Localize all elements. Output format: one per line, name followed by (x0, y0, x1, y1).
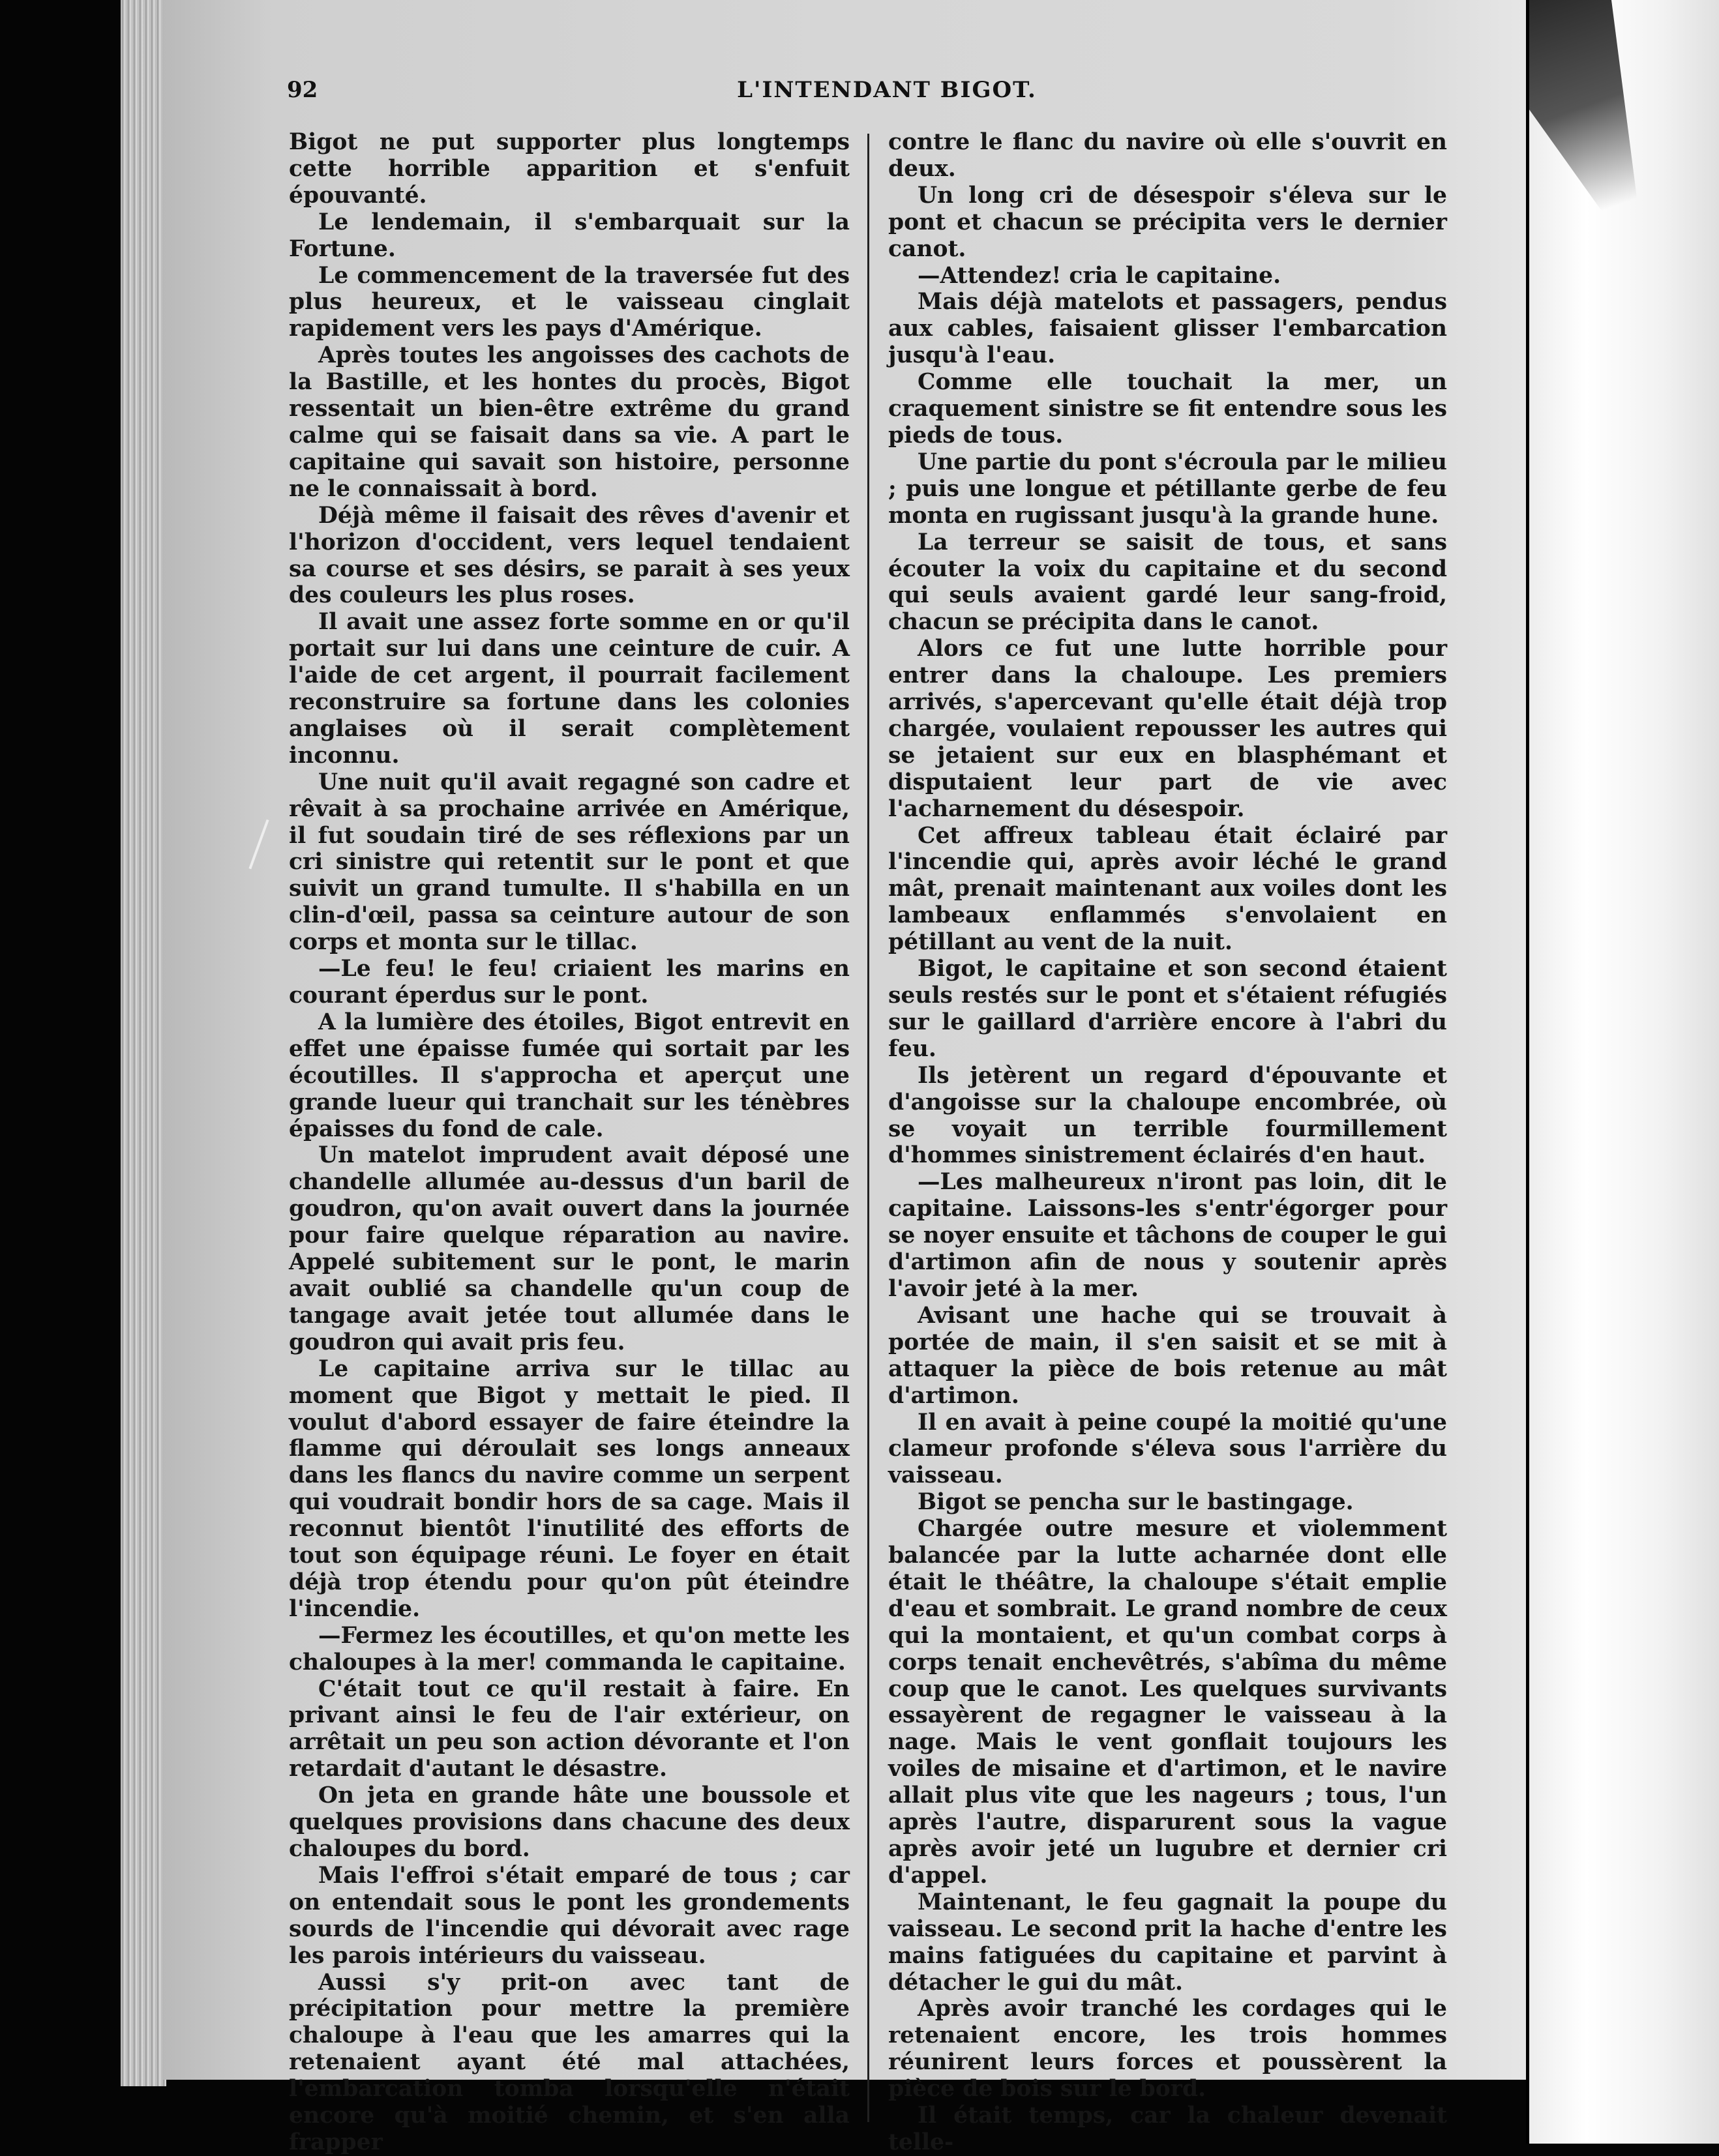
paragraph: Une nuit qu'il avait regagné son cadre et rêvait à sa prochaine arrivée en Amérique, il fut soudain tiré de ses réflexions par un cri sinistre qui retentit sur le pont et que suivit un grand tumulte. Il s'habilla en un clin-d'œil, passa sa ceinture autour de son corps et monta sur le tillac. (289, 769, 850, 956)
paragraph: A la lumière des étoiles, Bigot entrevit en effet une épaisse fumée qui sortait par les écoutilles. Il s'approcha et aperçut une grande lueur qui tranchait sur les ténèbres épaisses du fond de cale. (289, 1009, 850, 1142)
paragraph: Mais déjà matelots et passagers, pendus aux cables, faisaient glisser l'embarcation jusqu'à l'eau. (888, 289, 1447, 369)
column-rule (867, 134, 869, 2122)
paragraph: —Fermez les écoutilles, et qu'on mette les chaloupes à la mer! commanda le capitaine. (289, 1622, 850, 1676)
paragraph: Déjà même il faisait des rêves d'avenir et l'horizon d'occident, vers lequel tendaient sa course et ses désirs, se parait à ses yeux des couleurs les plus roses. (289, 502, 850, 609)
page-stack-edge (121, 0, 166, 2086)
paragraph: Maintenant, le feu gagnait la poupe du vaisseau. Le second prit la hache d'entre les mains fatiguées du capitaine et parvint à détacher le gui du mât. (888, 1889, 1447, 1996)
right-column (888, 129, 1447, 2156)
page-number: 92 (287, 77, 318, 103)
paragraph: Avisant une hache qui se trouvait à portée de main, il s'en saisit et se mit à attaquer la pièce de bois retenue au mât d'artimon. (888, 1302, 1447, 1409)
paragraph: Une partie du pont s'écroula par le milieu ; puis une longue et pétillante gerbe de feu monta en rugissant jusqu'à la grande hune. (888, 449, 1447, 529)
paragraph: Ils jetèrent un regard d'épouvante et d'angoisse sur la chaloupe encombrée, où se voyait un terrible fourmillement d'hommes sinistrement éclairés d'en haut. (888, 1062, 1447, 1169)
paragraph: Après avoir tranché les cordages qui le retenaient encore, les trois hommes réunirent leurs forces et poussèrent la pièce de bois sur le bord. (888, 1996, 1447, 2103)
paragraph: Le commencement de la traversée fut des plus heureux, et le vaisseau cinglait rapidement vers les pays d'Amérique. (289, 262, 850, 342)
paragraph: Comme elle touchait la mer, un craquement sinistre se fit entendre sous les pieds de tous. (888, 369, 1447, 449)
paragraph: Après toutes les angoisses des cachots de la Bastille, et les hontes du procès, Bigot ressentait un bien-être extrême du grand calme qui se faisait dans sa vie. A part le capitaine qui savait son histoire, personne ne le connaissait à bord. (289, 342, 850, 502)
running-title: L'INTENDANT BIGOT. (737, 77, 1037, 103)
paragraph: C'était tout ce qu'il restait à faire. En privant ainsi le feu de l'air extérieur, on arrêtait un peu son action dévorante et l'on retardait d'autant le désastre. (289, 1676, 850, 1782)
paragraph: On jeta en grande hâte une boussole et quelques provisions dans chacune des deux chaloupes du bord. (289, 1782, 850, 1862)
paragraph: Il en avait à peine coupé la moitié qu'une clameur profonde s'éleva sous l'arrière du vaisseau. (888, 1409, 1447, 1489)
paragraph: Mais l'effroi s'était emparé de tous ; car on entendait sous le pont les grondements sourds de l'incendie qui dévorait avec rage les parois intérieurs du vaisseau. (289, 1862, 850, 1969)
paragraph: —Le feu! le feu! criaient les marins en courant éperdus sur le pont. (289, 956, 850, 1009)
paragraph: Il était temps, car la chaleur devenait telle- (888, 2103, 1447, 2155)
paragraph: Alors ce fut une lutte horrible pour entrer dans la chaloupe. Les premiers arrivés, s'apercevant qu'elle était déjà trop chargée, voulaient repousser les autres qui se jetaient sur eux en blasphémant et disputaient leur part de vie avec l'acharnement du désespoir. (888, 636, 1447, 822)
next-page-curl (1529, 0, 1719, 2144)
paragraph: Bigot ne put supporter plus longtemps cette horrible apparition et s'enfuit épouvanté. (289, 129, 850, 209)
left-column (289, 129, 850, 2156)
paragraph: Le capitaine arriva sur le tillac au moment que Bigot y mettait le pied. Il voulut d'abord essayer de faire éteindre la flamme qui déroulait ses longs anneaux dans les flancs du navire comme un serpent qui voudrait bondir hors de sa cage. Mais il reconnut bientôt l'inutilité des efforts de tout son équipage réuni. Le foyer en était déjà trop étendu pour qu'on pût éteindre l'incendie. (289, 1355, 850, 1622)
paragraph: —Les malheureux n'iront pas loin, dit le capitaine. Laissons-les s'entr'égorger pour se noyer ensuite et tâchons de couper le gui d'artimon afin de nous y soutenir après l'avoir jeté à la mer. (888, 1169, 1447, 1302)
paragraph: Il avait une assez forte somme en or qu'il portait sur lui dans une ceinture de cuir. A l'aide de cet argent, il pourrait facilement reconstruire sa fortune dans les colonies anglaises où il serait complètement inconnu. (289, 609, 850, 769)
paragraph: contre le flanc du navire où elle s'ouvrit en deux. (888, 129, 1447, 182)
paragraph: Le lendemain, il s'embarquait sur la Fortune. (289, 209, 850, 262)
paragraph: —Attendez! cria le capitaine. (918, 262, 1281, 289)
paragraph: Cet affreux tableau était éclairé par l'incendie qui, après avoir léché le grand mât, prenait maintenant aux voiles dont les lambeaux enflammés s'envolaient en pétillant au vent de la nuit. (888, 822, 1447, 956)
paragraph: Aussi s'y prit-on avec tant de précipitation pour mettre la première chaloupe à l'eau que les amarres qui la retenaient ayant été mal attachées, l'embarcation tomba lorsqu'elle n'était encore qu'à moitié chemin, et s'en alla frapper (289, 1969, 850, 2155)
paragraph: La terreur se saisit de tous, et sans écouter la voix du capitaine et du second qui seuls avaient gardé leur sang-froid, chacun se précipita dans le canot. (888, 529, 1447, 636)
paragraph: Bigot se pencha sur le bastingage. (918, 1489, 1354, 1516)
paragraph: Chargée outre mesure et violemment balancée par la lutte acharnée dont elle était le théâtre, la chaloupe s'était emplie d'eau et sombrait. Le grand nombre de ceux qui la montaient, et qu'un combat corps à corps tenait enchevêtrés, s'abîma du même coup que le canot. Les quelques survivants essayèrent de regagner le vaisseau à la nage. Mais le vent gonflait toujours les voiles de misaine et d'artimon, et le navire allait plus vite que les nageurs ; tous, l'un après l'autre, disparurent sous la vague après avoir jeté un lugubre et dernier cri d'appel. (888, 1516, 1447, 1889)
paragraph: Bigot, le capitaine et son second étaient seuls restés sur le pont et s'étaient réfugiés sur le gaillard d'arrière encore à l'abri du feu. (888, 956, 1447, 1062)
paragraph: Un long cri de désespoir s'éleva sur le pont et chacun se précipita vers le dernier canot. (888, 182, 1447, 262)
paragraph: Un matelot imprudent avait déposé une chandelle allumée au-dessus d'un baril de goudron, qu'on avait ouvert dans la journée pour faire quelque réparation au navire. Appelé subitement sur le pont, le marin avait oublié sa chandelle qu'un coup de tangage avait jetée tout allumée dans le goudron qui avait pris feu. (289, 1142, 850, 1355)
